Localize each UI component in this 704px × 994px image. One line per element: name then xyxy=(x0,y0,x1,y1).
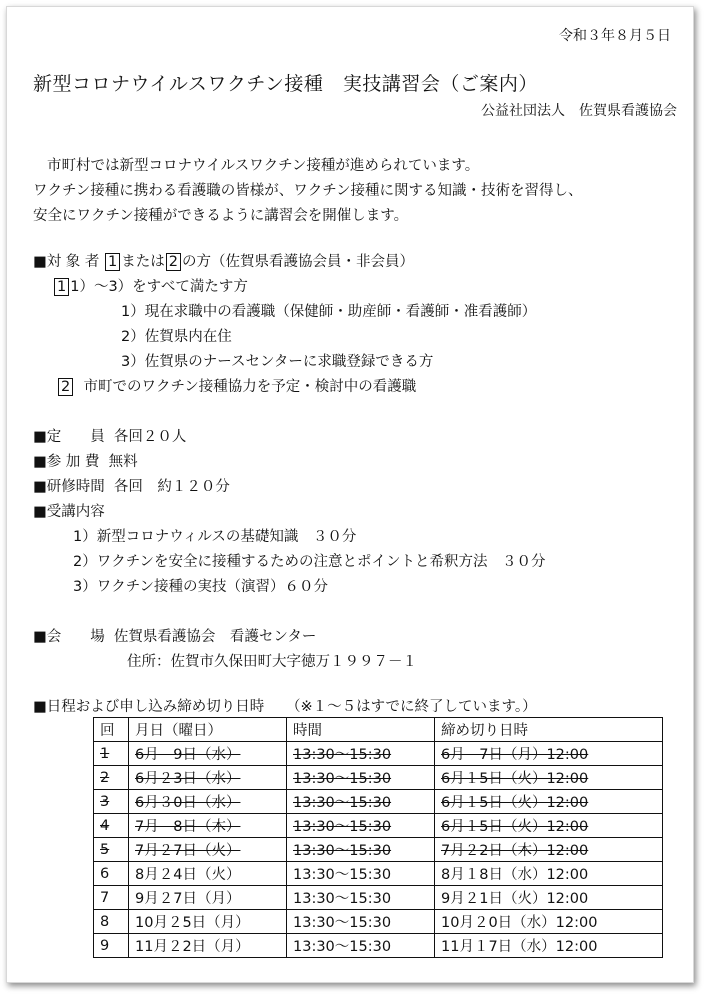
intro-line-2: ワクチン接種に携わる看護職の皆様が、ワクチン接種に関する知識・技術を習得し、 xyxy=(33,183,583,199)
schedule-cell-text: 13:30～15:30 xyxy=(293,891,392,907)
schedule-cell-no xyxy=(94,862,129,886)
schedule-cell-date xyxy=(129,910,287,934)
schedule-row xyxy=(94,742,663,766)
schedule-cell-text: 8月２4日（火） xyxy=(135,867,241,883)
schedule-cell-time xyxy=(287,886,435,910)
schedule-cell-date xyxy=(129,934,287,958)
schedule-cell-text: 9 xyxy=(100,937,110,954)
fee-line xyxy=(33,450,138,471)
target-rest: の方（佐賀県看護協会員・非会員） xyxy=(182,254,414,270)
schedule-row xyxy=(94,814,663,838)
content-item-3: 3）ワクチン接種の実技（演習）６０分 xyxy=(73,579,328,595)
schedule-cell-text: 13:30～15:30 xyxy=(293,747,392,763)
schedule-cell-deadline xyxy=(435,886,663,910)
capacity-label: ■定 員 xyxy=(33,429,105,445)
schedule-row xyxy=(94,790,663,814)
condition-2-text: 市町でのワクチン接種協力を予定・検討中の看護職 xyxy=(83,379,417,395)
schedule-cell-date xyxy=(129,886,287,910)
header-deadline: 締め切り日時 xyxy=(435,718,663,742)
schedule-cell-text: 10月２0日（水）12:00 xyxy=(441,915,598,931)
document-date: 令和３年８月５日 xyxy=(559,28,671,44)
schedule-cell-text: 7月 8日（木） xyxy=(135,819,241,835)
schedule-cell-deadline xyxy=(435,862,663,886)
schedule-cell-text: 2 xyxy=(100,769,110,786)
schedule-cell-text: 13:30～15:30 xyxy=(293,771,392,787)
schedule-cell-no xyxy=(94,814,129,838)
fee-value: 無料 xyxy=(108,454,138,470)
schedule-cell-no xyxy=(94,838,129,862)
schedule-cell-text: 8 xyxy=(100,913,110,930)
content-item-1: 1）新型コロナウィルスの基礎知識 ３０分 xyxy=(73,529,357,545)
schedule-cell-text: 6月 7日（月）12:00 xyxy=(441,747,589,763)
schedule-cell-text: 9月２1日（火）12:00 xyxy=(441,891,589,907)
header-no: 回 xyxy=(94,718,129,742)
schedule-cell-text: 11月２2日（月） xyxy=(135,939,250,955)
schedule-cell-text: 11月１7日（水）12:00 xyxy=(441,939,598,955)
schedule-cell-no xyxy=(94,910,129,934)
duration-line xyxy=(33,475,230,496)
intro-line-1: 市町村では新型コロナウイルスワクチン接種が進められています。 xyxy=(47,158,480,174)
schedule-cell-text: 10月２5日（月） xyxy=(135,915,250,931)
schedule-cell-deadline xyxy=(435,934,663,958)
schedule-cell-date xyxy=(129,838,287,862)
schedule-row xyxy=(94,862,663,886)
schedule-cell-text: 6月３0日（水） xyxy=(135,795,241,811)
schedule-cell-text: 13:30～15:30 xyxy=(293,939,392,955)
schedule-cell-time xyxy=(287,862,435,886)
schedule-cell-no xyxy=(94,790,129,814)
schedule-header-row xyxy=(94,718,663,742)
schedule-cell-time xyxy=(287,910,435,934)
schedule-cell-date xyxy=(129,814,287,838)
schedule-cell-text: 6月１5日（火）12:00 xyxy=(441,771,589,787)
target-line xyxy=(33,250,414,271)
content-label: ■受講内容 xyxy=(33,504,105,520)
condition-1-item-3: 3）佐賀県のナースセンターに求職登録できる方 xyxy=(121,354,434,370)
schedule-row xyxy=(94,886,663,910)
schedule-cell-text: 7 xyxy=(100,889,110,906)
schedule-cell-text: 8月１8日（水）12:00 xyxy=(441,867,589,883)
duration-label: ■研修時間 xyxy=(33,479,105,495)
schedule-row xyxy=(94,766,663,790)
schedule-row xyxy=(94,934,663,958)
schedule-cell-date xyxy=(129,766,287,790)
schedule-cell-time xyxy=(287,742,435,766)
schedule-cell-text: 13:30～15:30 xyxy=(293,867,392,883)
schedule-cell-time xyxy=(287,934,435,958)
condition-2-line xyxy=(57,375,416,396)
target-label: ■対 象 者 xyxy=(33,254,100,270)
schedule-cell-text: 7月２2日（木）12:00 xyxy=(441,843,589,859)
header-time: 時間 xyxy=(287,718,435,742)
document-page xyxy=(6,6,694,983)
fee-label: ■参 加 費 xyxy=(33,454,100,470)
schedule-cell-no xyxy=(94,934,129,958)
intro-line-3: 安全にワクチン接種ができるように講習会を開催します。 xyxy=(33,208,409,224)
schedule-cell-text: 13:30～15:30 xyxy=(293,795,392,811)
condition-1-item-2: 2）佐賀県内在住 xyxy=(121,329,232,345)
condition-1-text: 1）～3）をすべて満たす方 xyxy=(70,279,248,295)
schedule-cell-date xyxy=(129,742,287,766)
schedule-cell-date xyxy=(129,862,287,886)
capacity-line xyxy=(33,425,186,446)
schedule-cell-text: 4 xyxy=(100,817,110,834)
venue-label: ■会 場 xyxy=(33,629,105,645)
document-title: 新型コロナウイルスワクチン接種 実技講習会（ご案内） xyxy=(33,73,538,95)
schedule-cell-text: 6月２3日（水） xyxy=(135,771,241,787)
schedule-cell-time xyxy=(287,838,435,862)
capacity-value: 各回２０人 xyxy=(113,429,187,445)
schedule-cell-text: 3 xyxy=(100,793,110,810)
schedule-cell-deadline xyxy=(435,742,663,766)
schedule-cell-deadline xyxy=(435,838,663,862)
schedule-cell-time xyxy=(287,790,435,814)
schedule-cell-date xyxy=(129,790,287,814)
schedule-heading: ■日程および申し込み締め切り日時 （※１～５はすでに終了しています。） xyxy=(33,699,537,715)
schedule-cell-no xyxy=(94,742,129,766)
header-date: 月日（曜日） xyxy=(129,718,287,742)
schedule-cell-no xyxy=(94,886,129,910)
target-mid: または xyxy=(121,254,165,270)
schedule-cell-time xyxy=(287,814,435,838)
schedule-row xyxy=(94,910,663,934)
target-box-1: 1 xyxy=(105,253,120,271)
schedule-cell-deadline xyxy=(435,814,663,838)
schedule-cell-text: 1 xyxy=(100,745,110,762)
schedule-row xyxy=(94,838,663,862)
schedule-cell-time xyxy=(287,766,435,790)
venue-line xyxy=(33,625,316,646)
schedule-cell-text: 6月１5日（火）12:00 xyxy=(441,795,589,811)
duration-value: 各回 約１２０分 xyxy=(113,479,230,495)
schedule-cell-text: 6月１5日（火）12:00 xyxy=(441,819,589,835)
schedule-cell-no xyxy=(94,766,129,790)
schedule-cell-deadline xyxy=(435,766,663,790)
target-box-2: 2 xyxy=(166,253,181,271)
schedule-cell-text: 7月２7日（火） xyxy=(135,843,241,859)
condition-1-item-1: 1）現在求職中の看護職（保健師・助産師・看護師・准看護師） xyxy=(121,304,537,320)
schedule-table xyxy=(93,717,663,958)
schedule-cell-text: 13:30～15:30 xyxy=(293,915,392,931)
schedule-cell-text: 6 xyxy=(100,865,110,882)
schedule-cell-deadline xyxy=(435,790,663,814)
organizer-name: 公益社団法人 佐賀県看護協会 xyxy=(481,103,677,119)
schedule-cell-text: 6月 9日（水） xyxy=(135,747,241,763)
condition-2-box: 2 xyxy=(58,378,73,396)
schedule-cell-deadline xyxy=(435,910,663,934)
schedule-cell-text: 9月２7日（月） xyxy=(135,891,241,907)
condition-1-box: 1 xyxy=(54,278,69,296)
schedule-cell-text: 13:30～15:30 xyxy=(293,819,392,835)
content-item-2: 2）ワクチンを安全に接種するための注意とポイントと希釈方法 ３０分 xyxy=(73,554,546,570)
condition-1-line xyxy=(53,275,248,296)
schedule-cell-text: 5 xyxy=(100,841,110,858)
venue-value: 佐賀県看護協会 看護センター xyxy=(113,629,317,645)
venue-address: 住所：佐賀市久保田町大字徳万１９９７－１ xyxy=(127,654,417,670)
schedule-cell-text: 13:30～15:30 xyxy=(293,843,392,859)
